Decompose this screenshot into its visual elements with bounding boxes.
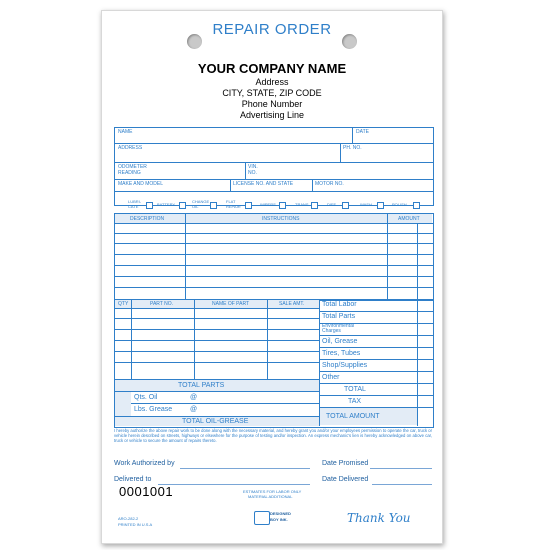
part-no-header: PART NO. [150, 301, 174, 307]
odometer-label: ODOMETER [118, 164, 147, 170]
name-of-part-header: NAME OF PART [212, 301, 250, 307]
instructions-header: INSTRUCTIONS [262, 216, 300, 222]
flat-repair-checkbox[interactable] [245, 202, 252, 209]
tires-tubes-label: Tires, Tubes [322, 350, 361, 357]
trans-checkbox[interactable] [311, 202, 318, 209]
oil-grease-label: Oil, Grease [322, 338, 358, 345]
delivered-to-label: Delivered to [114, 476, 152, 483]
other-label: Other [322, 374, 340, 381]
phone-label: PH. NO. [343, 145, 362, 151]
change-oil-checkbox[interactable] [210, 202, 217, 209]
name-label: NAME [118, 129, 133, 135]
battery-checkbox[interactable] [179, 202, 186, 209]
check-label: CHANGE OIL [192, 199, 210, 209]
phone-number: Phone Number [241, 99, 303, 109]
total-parts-row-label: TOTAL PARTS [178, 382, 225, 389]
wipers-checkbox[interactable] [279, 202, 286, 209]
date-delivered-label: Date Delivered [322, 476, 369, 483]
date-promised-label: Date Promised [322, 460, 369, 467]
city-state-zip: CITY, STATE, ZIP CODE [222, 88, 322, 98]
company-name: YOUR COMPANY NAME [197, 61, 347, 76]
total-labor-label: Total Labor [322, 301, 357, 308]
repair-order-form [101, 10, 443, 544]
check-label: FLAT REPAIR [226, 199, 241, 209]
work-authorized-line[interactable] [180, 468, 310, 469]
form-code: ARO-282-2 [118, 516, 139, 521]
at-sign: @ [190, 406, 198, 413]
lubricate-checkbox[interactable] [146, 202, 153, 209]
at-sign: @ [190, 394, 198, 401]
customer-info-box [114, 127, 434, 206]
total-amount-label: TOTAL AMOUNT [326, 413, 380, 420]
advertising-line: Advertising Line [239, 110, 305, 120]
thank-you-text: Thank You [347, 511, 411, 525]
qty-header: QTY [118, 301, 129, 307]
check-label: POLISH [392, 202, 407, 207]
serial-number: 0001001 [119, 484, 174, 499]
check-label: BATTERY [157, 202, 176, 207]
date-delivered-line[interactable] [372, 484, 432, 485]
check-label: WASH [360, 202, 372, 207]
amount-header: AMOUNT [398, 216, 420, 222]
brand-line-2: BOY INK. [270, 517, 288, 522]
polish-checkbox[interactable] [413, 202, 420, 209]
check-label: TRANS [295, 202, 309, 207]
work-authorized-label: Work Authorized by [114, 460, 175, 467]
brand-line-1: DESIGNED [270, 511, 291, 516]
address-label: ADDRESS [118, 145, 143, 151]
total-parts-label: Total Parts [322, 313, 356, 320]
sale-amt-header: SALE AMT. [279, 301, 305, 307]
authorization-text: I hereby authorize the above repair work to be done along with the necessary material, and hereby grant you and/or your employees permission to operate the car, truck or vehicle herein described on streets, highways or elsewhere for the purpose of testing and/or inspection. An express mechanic's lien is hereby acknowledged on above car, truck or vehicle to secure the amount of repairs thereto. [114, 428, 432, 443]
check-label: WIPERS [260, 202, 276, 207]
date-promised-line[interactable] [370, 468, 432, 469]
license-label: LICENSE NO. AND STATE [233, 181, 294, 187]
printed-in-usa: PRINTED IN U.S.A [118, 522, 153, 527]
qts-oil-label: Qts. Oil [134, 394, 158, 401]
wash-checkbox[interactable] [377, 202, 384, 209]
material-note: MATERIAL ADDITIONAL [248, 494, 293, 499]
estimate-note: ESTIMATES FOR LABOR ONLY [243, 489, 302, 494]
description-header: DESCRIPTION [130, 216, 165, 222]
form-title: REPAIR ORDER [212, 21, 332, 38]
reading-label: READING [118, 170, 141, 176]
brand-logo-icon [254, 511, 270, 525]
vin-label: VIN. [248, 164, 258, 170]
total-oil-grease-label: TOTAL OIL-GREASE [182, 418, 249, 425]
total-label: TOTAL [344, 386, 366, 393]
tax-label: TAX [348, 398, 362, 405]
shop-supplies-label: Shop/Supplies [322, 362, 368, 369]
diff-checkbox[interactable] [342, 202, 349, 209]
address-line: Address [255, 77, 289, 87]
lbs-grease-label: Lbs. Grease [134, 406, 173, 413]
check-label: LUBRI-CATE [128, 199, 142, 209]
environmental-label: Environmental Charges [322, 323, 354, 334]
delivered-to-line[interactable] [158, 484, 310, 485]
make-model-label: MAKE AND MODEL [118, 181, 164, 187]
vin-no-label: NO. [248, 170, 257, 176]
motor-label: MOTOR NO. [315, 181, 344, 187]
check-label: DIFF. [327, 202, 337, 207]
date-label: DATE [356, 129, 369, 135]
